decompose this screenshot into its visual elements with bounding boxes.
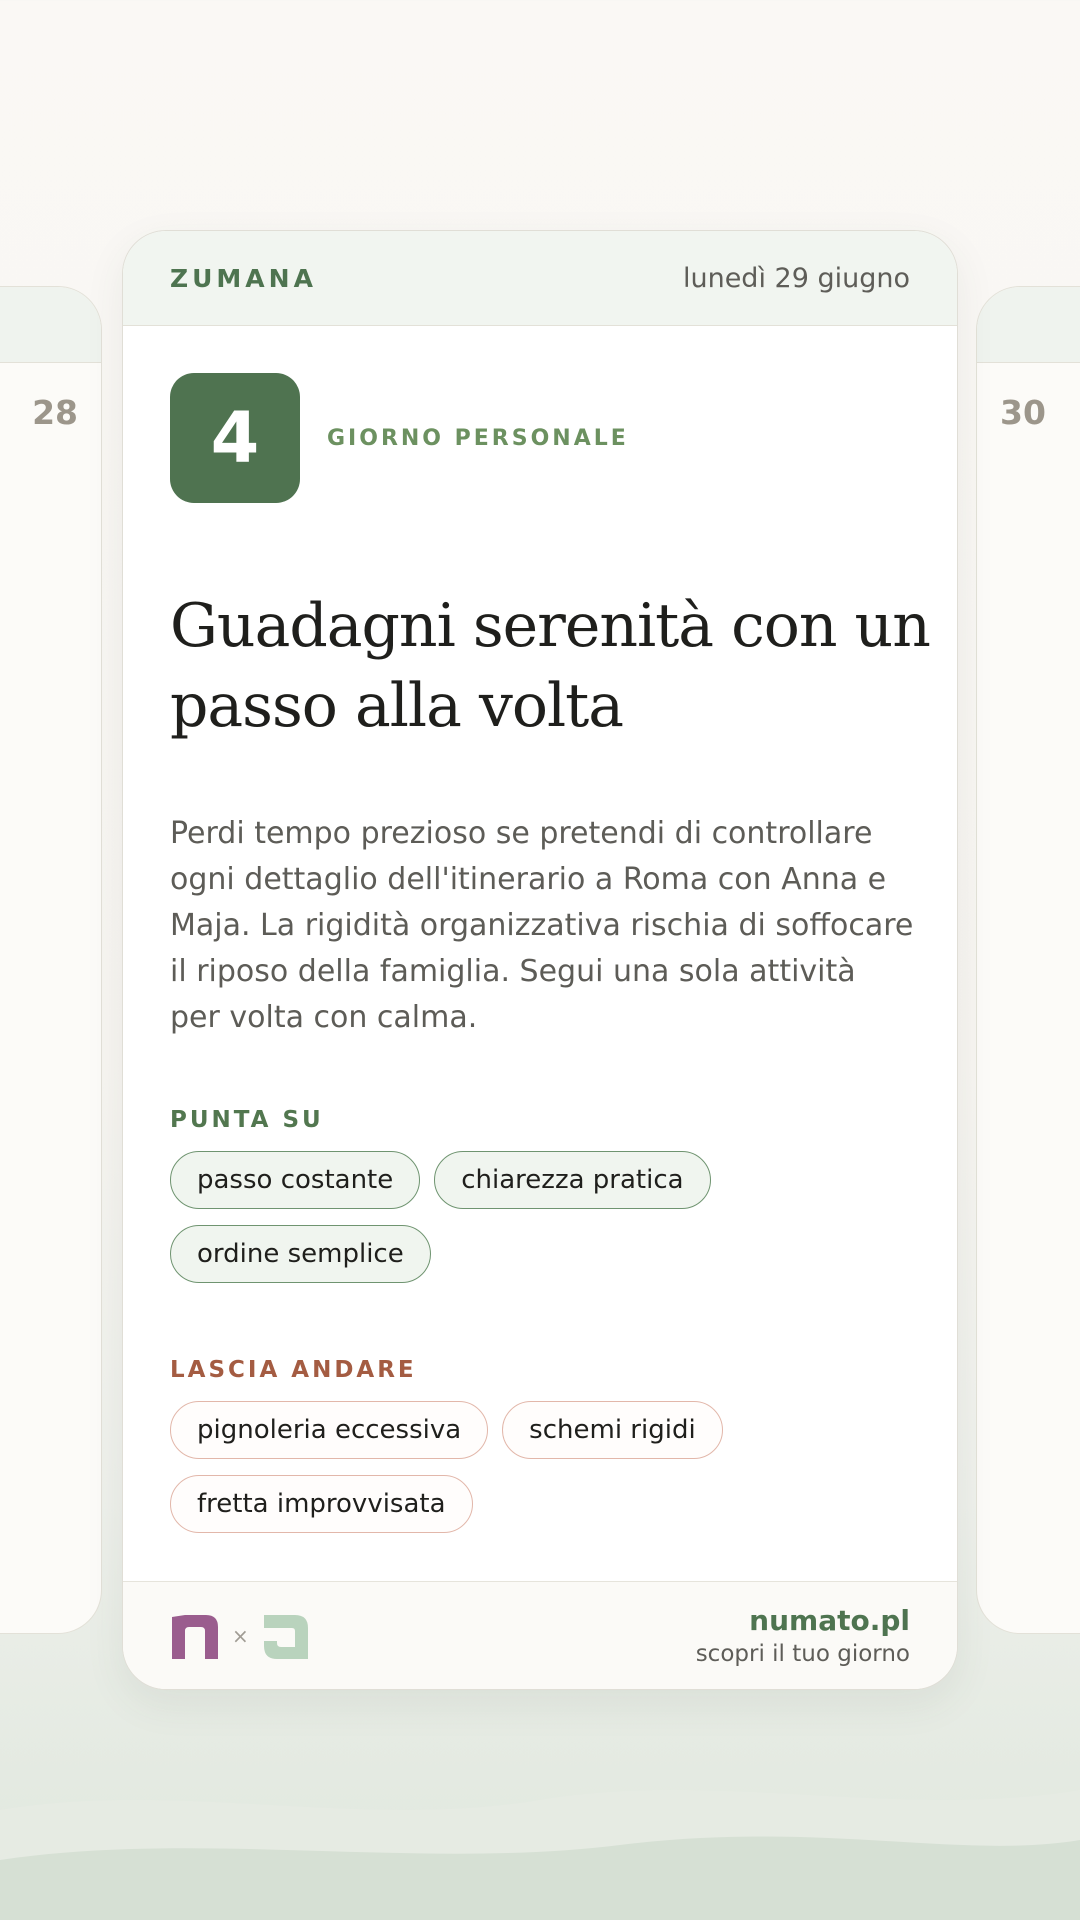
card-description: Perdi tempo prezioso se pretendi di controllare ogni dettaglio dell'itinerario a Roma con Anna e Maja. La rigidità organizzativa rischia di soffocare il riposo della famiglia. Segui una sola attività per volta con calma.: [170, 816, 914, 1035]
card-date: lunedì 29 giugno: [682, 262, 910, 294]
footer-site-info: [696, 1604, 910, 1667]
release-label: LASCIA ANDARE: [170, 1357, 417, 1383]
brand-name: ZUMANA: [170, 263, 317, 293]
next-day-card-header: [977, 287, 1080, 363]
release-chip: fretta improvvisata: [170, 1475, 473, 1533]
partner-logos: [170, 1611, 311, 1661]
previous-day-card[interactable]: [0, 286, 102, 1634]
card-headline: Guadagni serenità con un passo alla volta: [170, 591, 930, 741]
zumana-logo-icon: [170, 1611, 220, 1661]
personal-day-row: [170, 373, 629, 503]
next-day-card[interactable]: [976, 286, 1080, 1634]
release-chips: [170, 1401, 910, 1533]
release-chip: schemi rigidi: [502, 1401, 723, 1459]
focus-chip: chiarezza pratica: [434, 1151, 710, 1209]
background-hills: [0, 1720, 1080, 1920]
release-chip: pignoleria eccessiva: [170, 1401, 488, 1459]
focus-chips: [170, 1151, 910, 1283]
site-link[interactable]: numato.pl: [749, 1604, 910, 1637]
personal-day-label: GIORNO PERSONALE: [327, 425, 629, 451]
focus-chip: ordine semplice: [170, 1225, 431, 1283]
numato-logo-icon: [261, 1611, 311, 1661]
card-header: [123, 231, 957, 326]
previous-day-number: 28: [32, 393, 78, 432]
personal-day-number: 4: [170, 373, 300, 503]
focus-chip: passo costante: [170, 1151, 420, 1209]
next-day-number: 30: [1000, 393, 1046, 432]
logo-separator: ×: [232, 1623, 249, 1648]
site-tagline: scopri il tuo giorno: [695, 1641, 910, 1667]
card-footer: [123, 1581, 957, 1689]
focus-label: PUNTA SU: [170, 1107, 324, 1133]
previous-day-card-header: [0, 287, 101, 363]
day-card: [122, 230, 958, 1690]
